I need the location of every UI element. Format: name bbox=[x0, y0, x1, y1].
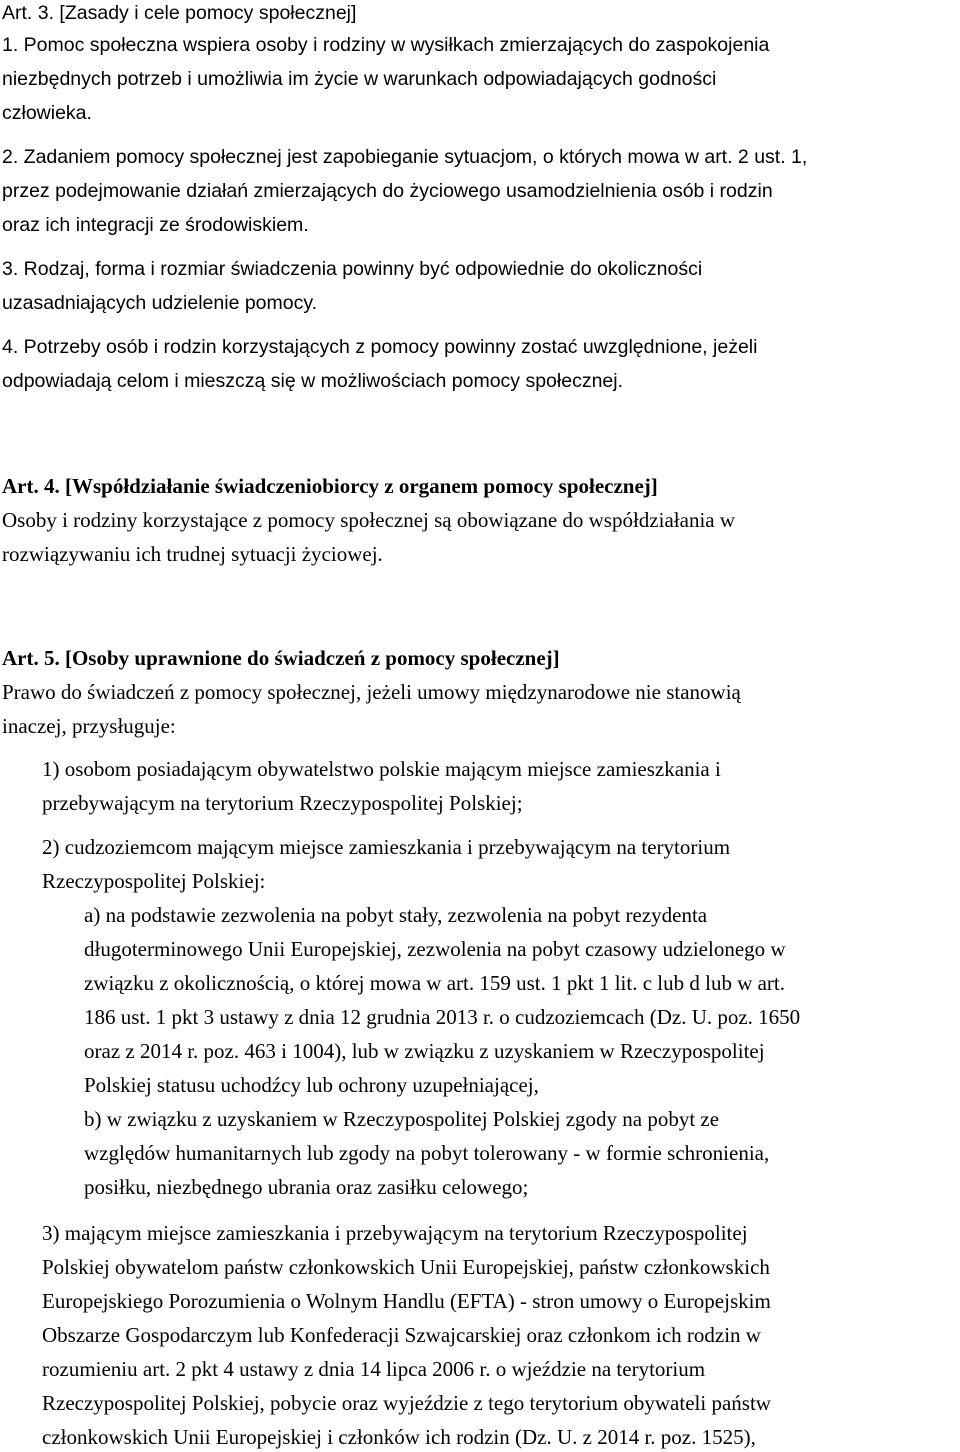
art5-item1-line2: przebywającym na terytorium Rzeczypospolitej Polskiej; bbox=[42, 791, 523, 815]
art5-item2a-line1: a) na podstawie zezwolenia na pobyt stały, zezwolenia na pobyt rezydenta bbox=[84, 903, 708, 927]
art3-heading: Art. 3. [Zasady i cele pomocy społecznej] bbox=[2, 2, 357, 24]
art5-item2b-line1: b) w związku z uzyskaniem w Rzeczypospolitej Polskiej zgody na pobyt ze bbox=[84, 1107, 720, 1131]
art5-item3-line6: Rzeczypospolitej Polskiej, pobycie oraz wyjeździe z tego terytorium obywateli państw bbox=[42, 1391, 771, 1415]
art5-item2a-line2: długoterminowego Unii Europejskiej, zezwolenia na pobyt czasowy udzielonego w bbox=[84, 937, 786, 961]
art5-item2a-line5: oraz z 2014 r. poz. 463 i 1004), lub w związku z uzyskaniem w Rzeczypospolitej bbox=[84, 1039, 765, 1063]
art5-item1-line1: 1) osobom posiadającym obywatelstwo polskie mającym miejsce zamieszkania i bbox=[42, 757, 721, 781]
art3-p4-line1: 4. Potrzeby osób i rodzin korzystających z pomocy powinny zostać uwzględnione, jeżeli bbox=[2, 336, 758, 358]
art5-item3-line3: Europejskiego Porozumienia o Wolnym Handlu (EFTA) - stron umowy o Europejskim bbox=[42, 1289, 771, 1313]
art4-body-line2: rozwiązywaniu ich trudnej sytuacji życiowej. bbox=[2, 542, 383, 566]
art4-body-line1: Osoby i rodziny korzystające z pomocy społecznej są obowiązane do współdziałania w bbox=[2, 508, 736, 532]
art5-item3-line4: Obszarze Gospodarczym lub Konfederacji Szwajcarskiej oraz członkom ich rodzin w bbox=[42, 1323, 761, 1347]
art5-item2b-line2: względów humanitarnych lub zgody na pobyt tolerowany - w formie schronienia, bbox=[84, 1141, 770, 1165]
art5-item3-line5: rozumieniu art. 2 pkt 4 ustawy z dnia 14 lipca 2006 r. o wjeździe na terytorium bbox=[42, 1357, 706, 1381]
art5-item2b-line3: posiłku, niezbędnego ubrania oraz zasiłku celowego; bbox=[84, 1175, 529, 1199]
art5-intro-line2: inaczej, przysługuje: bbox=[2, 714, 176, 738]
art3-p1-line3: człowieka. bbox=[2, 102, 92, 124]
art3-p2-line3: oraz ich integracji ze środowiskiem. bbox=[2, 214, 309, 236]
art5-item2a-line6: Polskiej statusu uchodźcy lub ochrony uzupełniającej, bbox=[84, 1073, 539, 1097]
art5-heading: Art. 5. [Osoby uprawnione do świadczeń z pomocy społecznej] bbox=[2, 646, 560, 670]
art5-item3-line7: członkowskich Unii Europejskiej i członków ich rodzin (Dz. U. z 2014 r. poz. 1525), bbox=[42, 1425, 756, 1449]
art5-item2a-line4: 186 ust. 1 pkt 3 ustawy z dnia 12 grudnia 2013 r. o cudzoziemcach (Dz. U. poz. 1650 bbox=[84, 1005, 801, 1029]
art5-item3-line1: 3) mającym miejsce zamieszkania i przebywającym na terytorium Rzeczypospolitej bbox=[42, 1221, 748, 1245]
art5-item2-line2: Rzeczypospolitej Polskiej: bbox=[42, 869, 266, 893]
art3-p2-line1: 2. Zadaniem pomocy społecznej jest zapobieganie sytuacjom, o których mowa w art. 2 ust. 1, bbox=[2, 146, 808, 168]
art3-p1-line2: niezbędnych potrzeb i umożliwia im życie w warunkach odpowiadających godności bbox=[2, 68, 717, 90]
art4-heading: Art. 4. [Współdziałanie świadczeniobiorcy z organem pomocy społecznej] bbox=[2, 474, 658, 498]
art5-item2-line1: 2) cudzoziemcom mającym miejsce zamieszkania i przebywającym na terytorium bbox=[42, 835, 731, 859]
art3-p4-line2: odpowiadają celom i mieszczą się w możliwościach pomocy społecznej. bbox=[2, 370, 624, 392]
art3-p1-line1: 1. Pomoc społeczna wspiera osoby i rodziny w wysiłkach zmierzających do zaspokojenia bbox=[2, 34, 770, 56]
art3-p3-line1: 3. Rodzaj, forma i rozmiar świadczenia powinny być odpowiednie do okoliczności bbox=[2, 258, 703, 280]
art3-p2-line2: przez podejmowanie działań zmierzających do życiowego usamodzielnienia osób i rodzin bbox=[2, 180, 773, 202]
art5-item3-line2: Polskiej obywatelom państw członkowskich Unii Europejskiej, państw członkowskich bbox=[42, 1255, 770, 1279]
art3-p3-line2: uzasadniających udzielenie pomocy. bbox=[2, 292, 318, 314]
art5-item2a-line3: związku z okolicznością, o której mowa w art. 159 ust. 1 pkt 1 lit. c lub d lub w art. bbox=[84, 971, 786, 995]
art5-intro-line1: Prawo do świadczeń z pomocy społecznej, jeżeli umowy międzynarodowe nie stanowią bbox=[2, 680, 741, 704]
